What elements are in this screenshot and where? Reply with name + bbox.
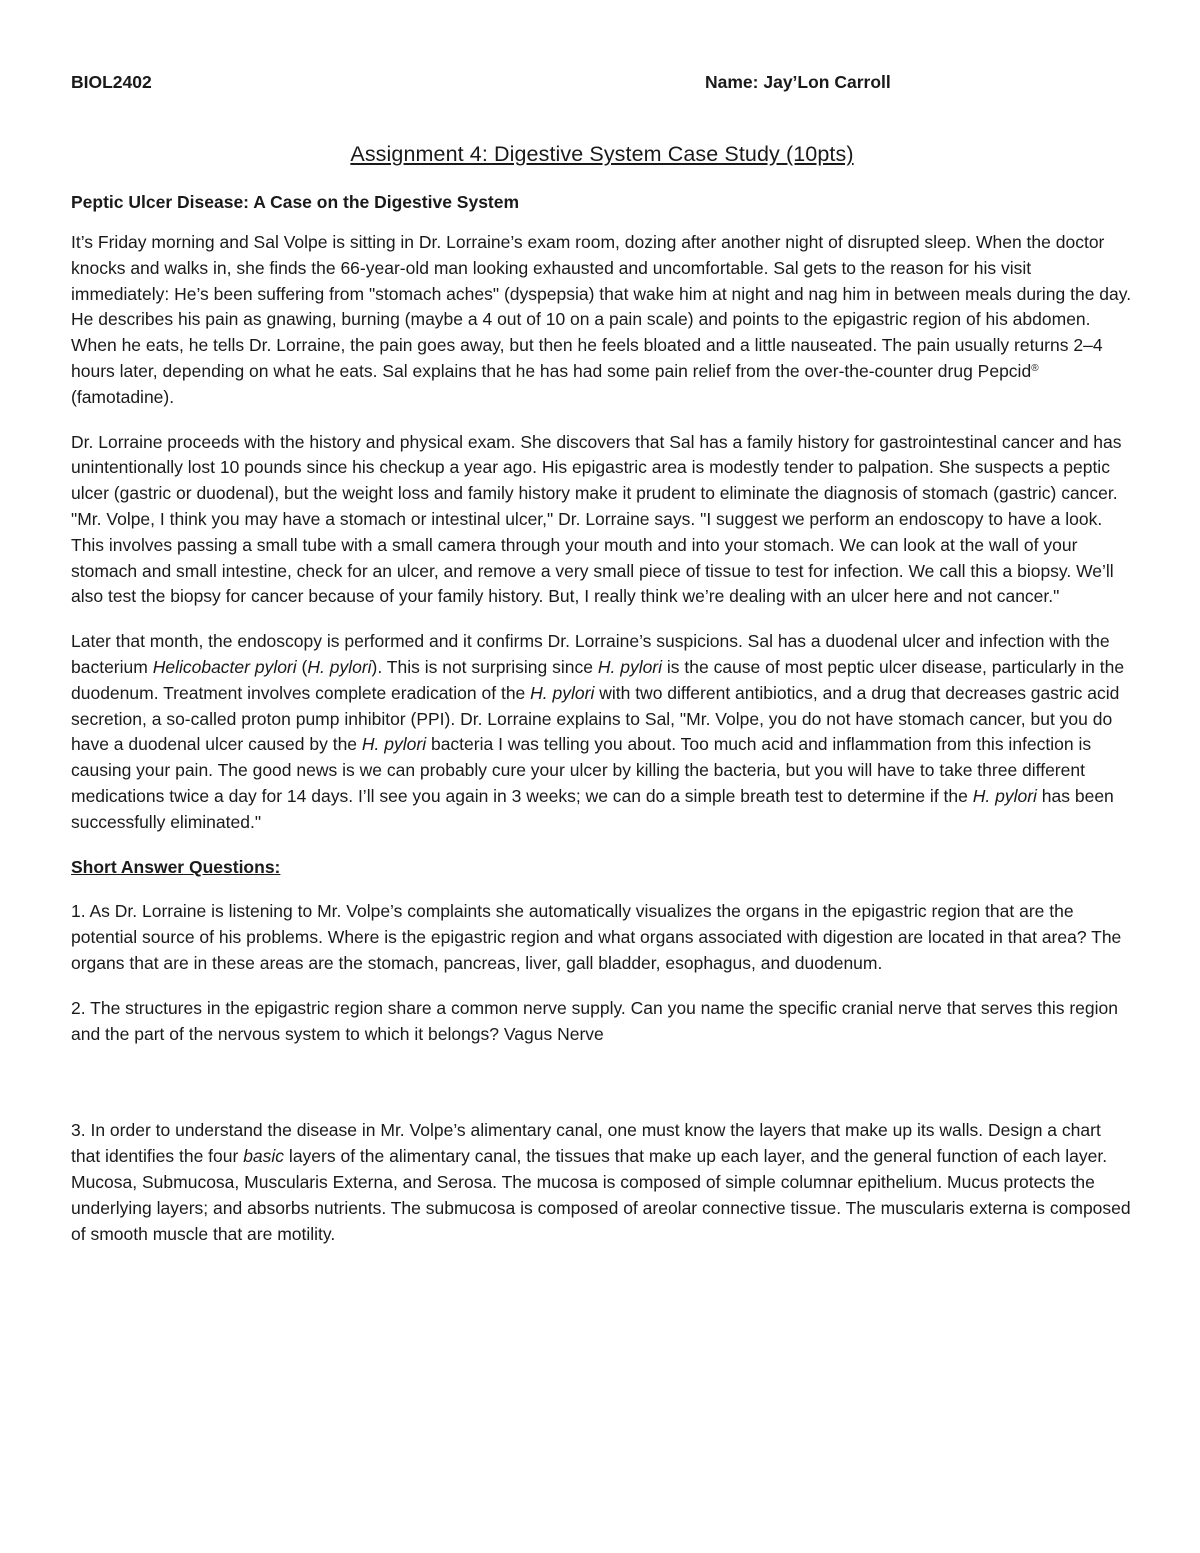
document-page: [71, 68, 1133, 1247]
case-subtitle: Peptic Ulcer Disease: A Case on the Digestive System: [71, 192, 520, 212]
question-1: 1. As Dr. Lorraine is listening to Mr. Volpe’s complaints she automatically visualizes the organs in the epigastric region that are the potential source of his problems. Where is the epigastric region and what organs associated with digestion are located in that area? The organs that are in these areas are the stomach, pancreas, liver, gall bladder, esophagus, and duodenum.: [71, 901, 1122, 973]
assignment-title: Assignment 4: Digestive System Case Study (10pts): [350, 142, 854, 166]
document-header: [71, 68, 1133, 98]
p3-italic-4: H. pylori: [530, 682, 595, 703]
p3-italic-2: H. pylori: [307, 656, 372, 677]
case-paragraph-1-end: (famotadine).: [71, 386, 175, 407]
p3-text-4: is the cause of most peptic ulcer disease, particularly in the duodenum. Treatment involves complete eradication of the: [71, 656, 1125, 703]
q3-text-2: layers of the alimentary canal, the tissues that make up each layer, and the general function of each layer. Mucosa, Submucosa, Muscularis Externa, and Serosa. The mucosa is composed of simple columnar epithelium. Mucus protects the underlying layers; and absorbs nutrients. The submucosa is composed of areolar connective tissue. The muscularis externa is composed of smooth muscle that are motility.: [71, 1146, 1131, 1244]
q3-text-1: 3. In order to understand the disease in Mr. Volpe’s alimentary canal, one must know the layers that make up its walls. Design a chart that identifies the four: [71, 1120, 1101, 1167]
q3-italic-basic: basic: [243, 1146, 285, 1167]
short-answer-heading: Short Answer Questions:: [71, 856, 281, 877]
p3-italic-6: H. pylori: [972, 785, 1037, 806]
p3-text-6: bacteria I was telling you about. Too much acid and inflammation from this infection is causing your pain. The good news is we can probably cure your ulcer by killing the bacteria, but you will have to take three different medications twice a day for 14 days. I’ll see you again in 3 weeks; we can do a simple breath test to determine if the: [71, 734, 1092, 806]
student-name: Name: Jay’Lon Carroll: [705, 72, 891, 92]
p3-text-2: (: [296, 656, 308, 677]
course-code: BIOL2402: [71, 72, 152, 92]
case-paragraph-1: [71, 230, 1133, 411]
case-paragraph-2: Dr. Lorraine proceeds with the history and physical exam. She discovers that Sal has a family history for gastrointestinal cancer and has unintentionally lost 10 pounds since his checkup a year ago. His epigastric area is modestly tender to palpation. She suspects a peptic ulcer (gastric or duodenal), but the weight loss and family history make it prudent to eliminate the diagnosis of stomach (gastric) cancer. "Mr. Volpe, I think you may have a stomach or intestinal ulcer," Dr. Lorraine says. "I suggest we perform an endoscopy to have a look. This involves passing a small tube with a small camera through your mouth and into your stomach. We can look at the wall of your stomach and small intestine, check for an ulcer, and remove a very small piece of tissue to test for infection. We call this a biopsy. We’ll also test the biopsy for cancer because of your family history. But, I really think we’re dealing with an ulcer here and not cancer.": [71, 431, 1122, 607]
p3-italic-5: H. pylori: [361, 734, 427, 755]
p3-text-5: with two different antibiotics, and a drug that decreases gastric acid secretion, a so-called proton pump inhibitor (PPI). Dr. Lorraine explains to Sal, "Mr. Volpe, you do not have stomach cancer, but you do have a duodenal ulcer caused by the: [71, 682, 1120, 755]
p3-italic-3: H. pylori: [597, 656, 663, 677]
p3-text-1: Later that month, the endoscopy is performed and it confirms Dr. Lorraine’s suspicions. Sal has a duodenal ulcer and infection with the bacterium: [71, 631, 1110, 677]
p3-text-3: ). This is not surprising since: [371, 656, 598, 677]
case-paragraph-3: [71, 629, 1133, 835]
question-2: 2. The structures in the epigastric region share a common nerve supply. Can you name the specific cranial nerve that serves this region and the part of the nervous system to which it belongs? Vagus Nerve: [71, 997, 1118, 1044]
case-paragraph-1-text: It’s Friday morning and Sal Volpe is sitting in Dr. Lorraine’s exam room, dozing after another night of disrupted sleep. When the doctor knocks and walks in, she finds the 66-year-old man looking exhausted and uncomfortable. Sal gets to the reason for his visit immediately: He’s been suffering from "stomach aches" (dyspepsia) that wake him at night and nag him in between meals during the day. He describes his pain as gnawing, burning (maybe a 4 out of 10 on a pain scale) and points to the epigastric region of his abdomen. When he eats, he tells Dr. Lorraine, the pain goes away, but then he feels bloated and a little nauseated. The pain usually returns 2–4 hours later, depending on what he eats. Sal explains that he has had some pain relief from the over-the-counter drug Pepcid: [71, 232, 1132, 381]
p3-italic-1: Helicobacter pylori: [152, 656, 297, 677]
registered-mark: ®: [1031, 362, 1039, 374]
p3-text-7: has been successfully eliminated.": [71, 785, 1114, 832]
question-3: [71, 1118, 1133, 1247]
